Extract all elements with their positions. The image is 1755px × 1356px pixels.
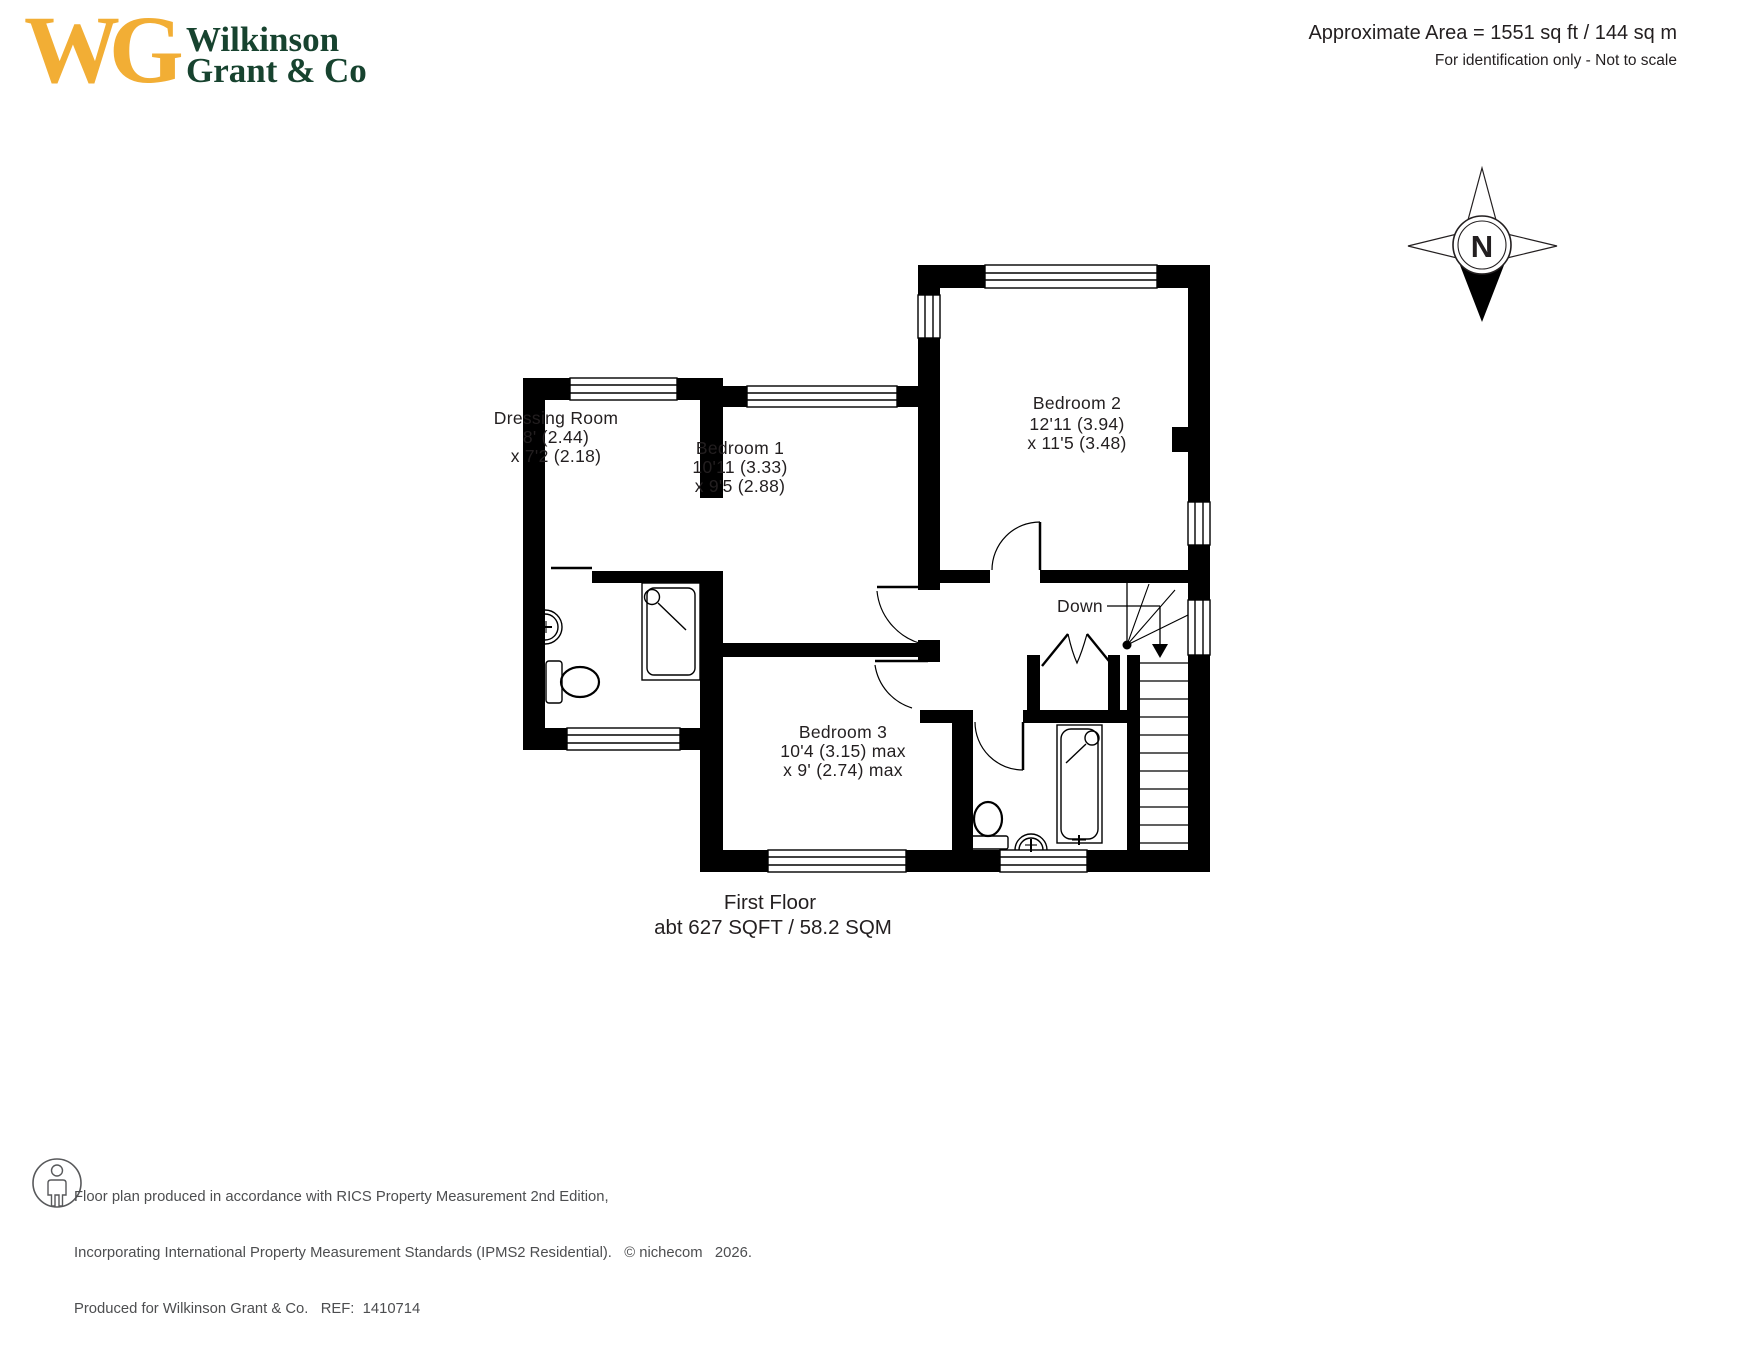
- down-label: Down: [1057, 596, 1103, 616]
- dressing-room-dim1: 8' (2.44): [522, 427, 590, 447]
- bedroom2-label: Bedroom 2: [1032, 393, 1122, 413]
- window-bedroom2-left: [918, 295, 940, 338]
- bathtub-icon: [1057, 725, 1102, 845]
- footer-line1: Floor plan produced in accordance with RICS Property Measurement 2nd Edition,: [74, 1189, 609, 1206]
- approximate-area-text: Approximate Area = 1551 sq ft / 144 sq m: [1308, 22, 1677, 44]
- door-bedroom2: [992, 522, 1040, 570]
- compass-west-point: [1408, 234, 1457, 258]
- dressing-room-label: Dressing Room: [493, 408, 619, 428]
- compass-north-label: N: [1470, 229, 1494, 264]
- floor-caption: [654, 891, 892, 939]
- door-bedroom1: [877, 587, 938, 645]
- window-bathroom-bottom: [1000, 850, 1087, 872]
- bedroom2-dim2: x 11'5 (3.48): [1027, 433, 1127, 453]
- compass-east-point: [1507, 234, 1557, 258]
- shower-room-toilet-icon: [546, 661, 599, 703]
- identification-disclaimer: For identification only - Not to scale: [1434, 52, 1677, 69]
- bedroom2-dim1: 12'11 (3.94): [1029, 414, 1125, 434]
- shower-tray-icon: [642, 583, 700, 680]
- bedroom3-dim1: 10'4 (3.15) max: [780, 741, 906, 761]
- down-arrow-icon: [1107, 606, 1168, 658]
- window-bedroom2-top: [985, 265, 1157, 288]
- bedroom3-label: Bedroom 3: [798, 722, 888, 742]
- window-bedroom3-bottom: [768, 850, 906, 872]
- bathroom-toilet-icon: [970, 802, 1008, 849]
- logo-line2: Grant & Co: [186, 51, 367, 90]
- footer-disclaimer: [74, 1151, 752, 1356]
- floor-title: First Floor: [723, 891, 817, 914]
- floor-plan: [440, 230, 1290, 960]
- fixtures: [538, 583, 1102, 852]
- footer-line3: Produced for Wilkinson Grant & Co. REF: 1410714: [74, 1300, 421, 1317]
- logo-line1: Wilkinson: [186, 20, 340, 59]
- compass-north-point: [1468, 168, 1496, 220]
- walls: [523, 265, 1210, 872]
- windows: [567, 265, 1210, 872]
- door-bedroom3: [875, 661, 928, 708]
- footer-line2: Incorporating International Property Measurement Standards (IPMS2 Residential). © nichecom 2026.: [74, 1244, 752, 1261]
- window-bedroom2-right: [1188, 502, 1210, 545]
- floor-area-text: abt 627 SQFT / 58.2 SQM: [654, 916, 892, 939]
- window-shower-bottom: [567, 728, 680, 750]
- bedroom1-dim2: x 9'5 (2.88): [694, 476, 786, 496]
- bedroom1-dim1: 10'11 (3.33): [692, 457, 788, 477]
- area-note: [1308, 22, 1677, 70]
- window-dressing-top: [570, 378, 677, 400]
- bedroom1-label: Bedroom 1: [695, 438, 785, 458]
- door-bathroom: [975, 722, 1023, 770]
- compass-rose: [1395, 150, 1570, 335]
- window-stairs-right: [1188, 600, 1210, 655]
- door-cupboard-bifold: [1042, 634, 1113, 666]
- bedroom3-dim2: x 9' (2.74) max: [783, 760, 903, 780]
- window-bedroom1-top: [747, 386, 897, 407]
- wg-logo-wordmark: [186, 20, 367, 90]
- bathroom-sink-icon: [1015, 834, 1047, 852]
- dressing-room-dim2: x 7'2 (2.18): [510, 446, 602, 466]
- wg-logo-monogram: WG: [24, 0, 173, 103]
